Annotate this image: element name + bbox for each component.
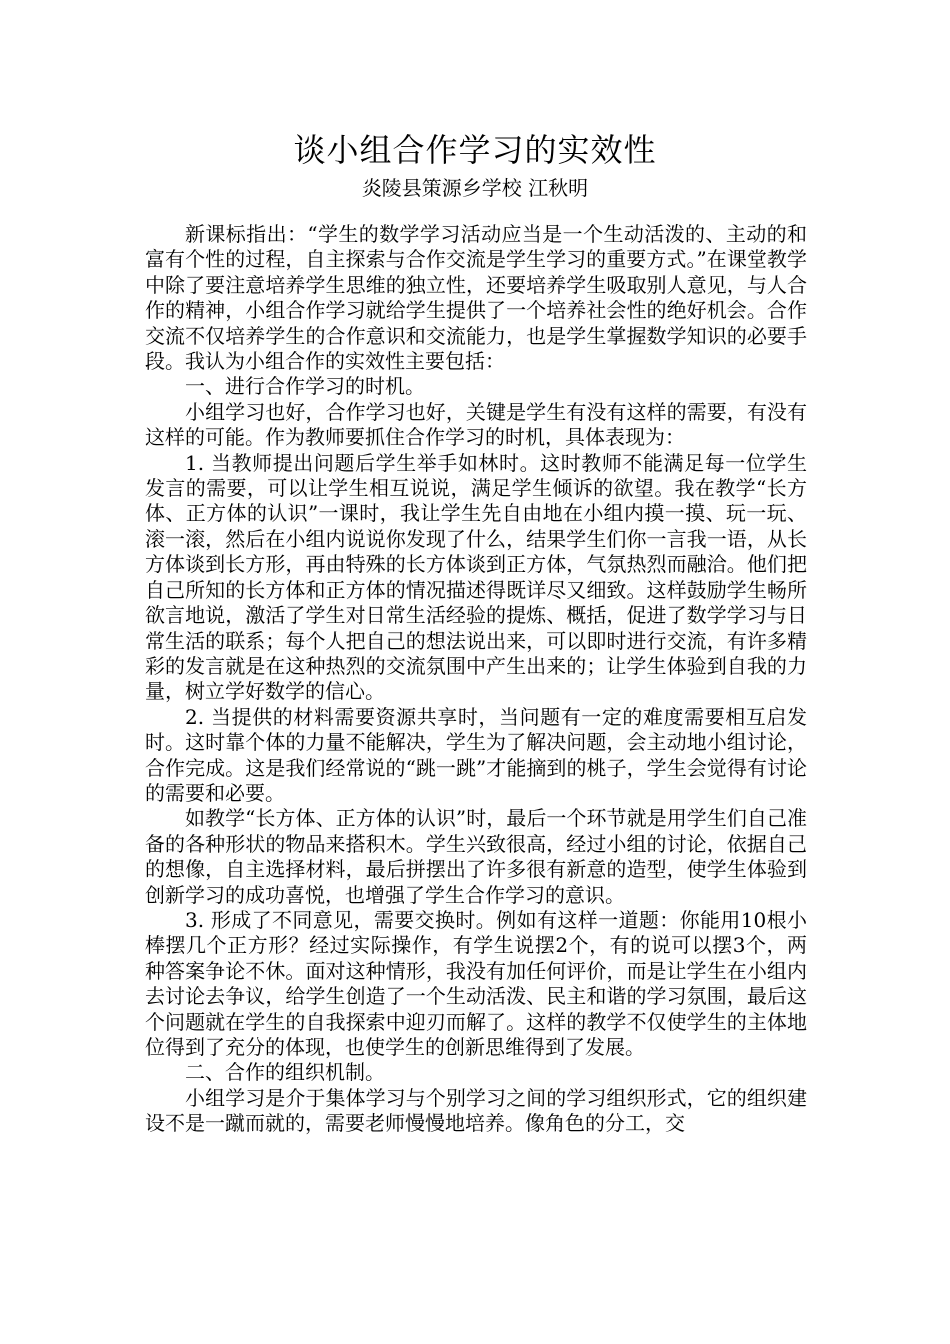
paragraph: 1. 当教师提出问题后学生举手如林时。这时教师不能满足每一位学生发言的需要，可以让学生相互说说，满足学生倾诉的欲望。我在教学“长方体、正方体的认识”一课时，我让学生先自由地在小组内摸一摸、玩一玩、滚一滚，然后在小组内说说你发现了什么，结果学生们你一言我一语，从长方体谈到长方形，再由特殊的长方体谈到正方体，气氛热烈而融洽。他们把自己所知的长方体和正方体的情况描述得既详尽又细致。这样鼓励学生畅所欲言地说，激活了学生对日常生活经验的提炼、概括，促进了数学学习与日常生活的联系；每个人把自己的想法说出来，可以即时进行交流，有许多精彩的发言就是在这种热烈的交流氛围中产生出来的；让学生体验到自我的力量，树立学好数学的信心。: [145, 450, 807, 704]
document-byline: 炎陵县策源乡学校 江秋明: [361, 176, 589, 200]
paragraph: 小组学习也好，合作学习也好，关键是学生有没有这样的需要，有没有这样的可能。作为教师要抓住合作学习的时机，具体表现为：: [145, 399, 807, 450]
paragraph: 2. 当提供的材料需要资源共享时，当问题有一定的难度需要相互启发时。这时靠个体的力量不能解决，学生为了解决问题，会主动地小组讨论，合作完成。这是我们经常说的“跳一跳”才能摘到的桃子，学生会觉得有讨论的需要和必要。: [145, 704, 807, 805]
paragraph: 小组学习是介于集体学习与个别学习之间的学习组织形式，它的组织建设不是一蹴而就的，需要老师慢慢地培养。像角色的分工，交: [145, 1085, 807, 1136]
paragraph: 新课标指出：“学生的数学学习活动应当是一个生动活泼的、主动的和富有个性的过程，自主探索与合作交流是学生学习的重要方式。”在课堂教学中除了要注意培养学生思维的独立性，还要培养学生吸取别人意见，与人合作的精神，小组合作学习就给学生提供了一个培养社会性的绝好机会。合作交流不仅培养学生的合作意识和交流能力，也是学生掌握数学知识的必要手段。我认为小组合作的实效性主要包括：: [145, 222, 807, 374]
document-body: [145, 222, 807, 1137]
section-heading: 一、进行合作学习的时机。: [185, 374, 425, 399]
document-title: 谈小组合作学习的实效性: [293, 131, 657, 169]
paragraph: 3. 形成了不同意见，需要交换时。例如有这样一道题：你能用10根小棒摆几个正方形？经过实际操作，有学生说摆2个，有的说可以摆3个，两种答案争论不休。面对这种情形，我没有加任何评价，而是让学生在小组内去讨论去争议，给学生创造了一个生动活泼、民主和谐的学习氛围，最后这个问题就在学生的自我探索中迎刃而解了。这样的教学不仅使学生的主体地位得到了充分的体现，也使学生的创新思维得到了发展。: [145, 907, 807, 1059]
section-heading: 二、合作的组织机制。: [185, 1060, 385, 1085]
paragraph: 如教学“长方体、正方体的认识”时，最后一个环节就是用学生们自己准备的各种形状的物品来搭积木。学生兴致很高，经过小组的讨论，依据自己的想像，自主选择材料，最后拼摆出了许多很有新意的造型，使学生体验到创新学习的成功喜悦，也增强了学生合作学习的意识。: [145, 806, 807, 907]
